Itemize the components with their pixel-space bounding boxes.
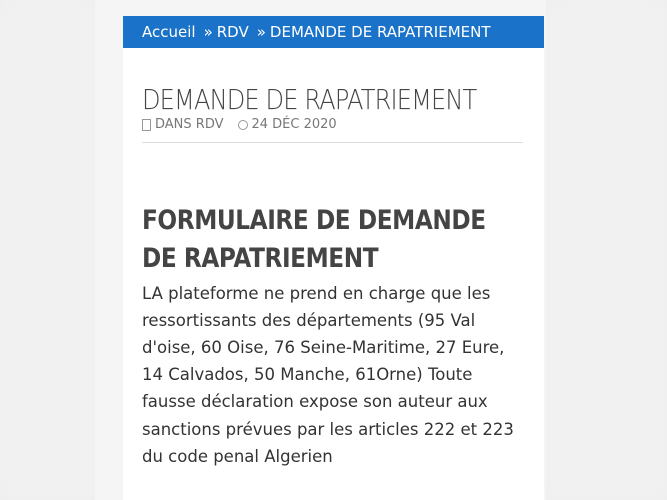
background-panel-right <box>547 0 667 500</box>
post-meta <box>142 117 337 132</box>
page-content <box>123 16 544 500</box>
background-panel-left <box>0 0 95 500</box>
breadcrumb-separator: » <box>256 23 266 41</box>
screenshot-card <box>95 0 546 500</box>
section-title: FORMULAIRE DE DEMANDE DE RAPATRIEMENT <box>142 205 486 275</box>
post-date: 24 DÉC 2020 <box>251 117 337 132</box>
clock-icon <box>238 120 248 130</box>
folder-icon <box>142 119 151 131</box>
page-title: DEMANDE DE RAPATRIEMENT <box>142 82 477 116</box>
divider <box>142 142 523 143</box>
body-paragraph: LA plateforme ne prend en charge que les ressortissants des départements (95 Val d'oise, 60 Oise, 76 Seine-Maritime, 27 Eure, 14 Calvados, 50 Manche, 61Orne) Toute fausse déclaration expose son auteur aux sanctions prévues par les articles 222 et 223 du code penal Algerien <box>142 283 514 466</box>
category-link[interactable]: DANS RDV <box>155 117 224 132</box>
breadcrumb <box>123 16 544 48</box>
breadcrumb-rdv-link[interactable]: RDV <box>216 23 249 41</box>
breadcrumb-home-link[interactable]: Accueil <box>142 23 196 41</box>
breadcrumb-current: DEMANDE DE RAPATRIEMENT <box>269 23 491 41</box>
breadcrumb-separator: » <box>203 23 213 41</box>
